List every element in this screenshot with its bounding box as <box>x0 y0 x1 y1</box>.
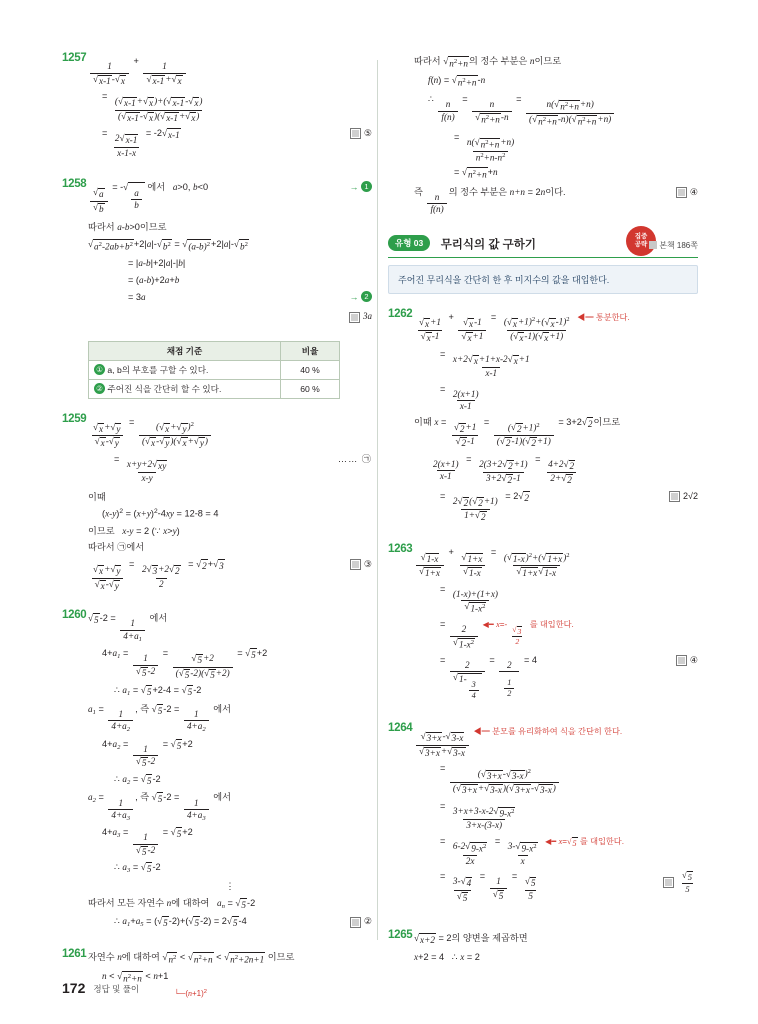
equation-line: = 2 √ 1- $\frac{3}{4}$ = $\frac{2}{\frac{1}{2}}$ = 4 ④ <box>440 654 698 701</box>
problem-number: 1264 <box>388 722 413 735</box>
continuation-block <box>388 52 698 219</box>
answer-value: ③ <box>363 559 372 570</box>
problem-1265 <box>388 929 698 968</box>
equation-line: = √ $n^2+n$ +n <box>414 166 698 182</box>
answer-value: ② <box>363 916 372 927</box>
book-icon <box>649 241 657 249</box>
equation-line: = ( √ 3+x - √ 3-x )$^2$ ( √ 3+x + √ 3-x )( √ 3+x - √ 3-x ) <box>414 762 698 796</box>
equation-line: $(x-y)^2 = (x+y)^2-4xy = 12-8 = 4$ <box>102 508 219 519</box>
problem-body <box>88 178 372 330</box>
table-header-row <box>89 341 340 360</box>
problem-body <box>88 609 372 934</box>
reference-mark: …… ㉠ <box>337 453 372 464</box>
equation-line: = 3+x+3-x-2 √ $9-x^2$ 3+x-(3-x) <box>440 800 515 831</box>
equation-line: √ 5 -2 = $\frac{1}{4+a_1}$ 에서 <box>88 613 168 643</box>
problem-1260 <box>62 609 372 934</box>
note-text: $└─(n+1)^2$ <box>174 989 207 999</box>
footer-label: 정답 및 풀이 <box>93 984 140 994</box>
problem-1263 <box>388 543 698 705</box>
answer-box-icon <box>349 312 360 323</box>
equation-line: = 2 √ $1-x^2$ ◀━ x=- √ 3 2 를 대입한다. <box>440 619 574 650</box>
problem-1262 <box>388 308 698 527</box>
answer-value: 2√2 <box>683 490 698 501</box>
equation-line: 이때 <box>88 491 106 502</box>
note-text: 분모를 유리화하여 식을 간단히 한다. <box>492 727 623 737</box>
rubric-text: a, b의 부호를 구할 수 있다. <box>107 364 209 375</box>
table-row <box>89 360 340 379</box>
equation-line: = $\frac{2(x+1)}{x-1}$ <box>440 383 479 412</box>
rubric-table <box>88 341 340 399</box>
equation-line: 1 √ x-1 - √ x + 1 √ x-1 + √ x <box>88 55 372 87</box>
problem-number: 1257 <box>62 52 87 64</box>
equation-line: $\frac{2(x+1)}{x-1}$ = 2(3+2 √ 2 +1) 3+2 √ 2 -1 = 4+2 √ 2 2+ √ 2 <box>433 453 575 486</box>
rubric-ratio-cell: 40 % <box>281 360 340 379</box>
rubric-ratio-header: 비율 <box>281 341 340 360</box>
equation-line: x+2 = 4 ∴ x = 2 <box>414 952 480 963</box>
equation-line: √ 1-x √ 1+x + √ 1+x √ 1-x = ( √ 1-x )$^2$+( √ 1+x )$^2$ √ 1+x √ 1-x <box>414 546 698 580</box>
step-mark-2: ② <box>94 383 105 394</box>
annotation-note: ◀━ x= √ 5 를 대입한다. <box>545 837 624 846</box>
problem-body <box>414 722 698 907</box>
problem-body <box>414 308 698 527</box>
equation-line: 자연수 n에 대하여 √ $n^2$ < √ $n^2+n$ < √ $n^2+2n+1$ 이므로 <box>88 951 372 967</box>
equation-line: ∴ $a_2$ = √ 5 -2 <box>88 773 372 789</box>
equation-line: = ( √ x-1 + √ x )+( √ x-1 - √ x ) ( √ x-1 - √ x )( √ x-1 + √ x ) <box>102 91 203 123</box>
step-mark-1: ① <box>94 364 105 375</box>
equation-line: ∴ $a_1$ = √ 5 +2-4 = √ 5 -2 <box>88 684 372 700</box>
rubric-text: 주어진 식을 간단히 할 수 있다. <box>107 383 222 394</box>
type-header <box>388 235 698 294</box>
answer-mark <box>350 558 372 572</box>
answer-value: ④ <box>689 654 698 665</box>
problem-number: 1258 <box>62 178 87 191</box>
continuation-body <box>414 52 698 219</box>
rubric-ratio-cell: 60 % <box>281 379 340 398</box>
answer-mark <box>350 915 372 929</box>
type-title: 무리식의 값 구하기 <box>440 238 536 251</box>
equation-line: = 2 √ 2 ( √ 2 +1) 1+ √ 2 = 2 √ 2 2√2 <box>440 490 698 523</box>
equation-line: √ x +1 √ x -1 + √ x -1 √ x +1 = ( √ x +1)$^2$+( √ x -1)$^2$ ( √ x -1)( √ x +1) ◀━ 통분한다. <box>419 311 630 344</box>
problem-body <box>414 543 698 705</box>
equation-line: 즉 $\frac{n}{f(n)}$ 의 정수 부분은 n+n = 2n이다. ④ <box>414 186 698 215</box>
equation-line: ∴ $a_1+a_5$ = ( √ 5 -2)+( √ 5 -2) = 2 √ 5 -4 ② <box>88 915 372 931</box>
equation-line: 따라서 ㉠에서 <box>88 542 145 553</box>
problem-1259 <box>62 413 372 596</box>
problem-1264 <box>388 722 698 907</box>
equation-line: √ x+2 = 2의 양변을 제곱하면 <box>414 932 698 948</box>
page-reference-text: 본책 186쪽 <box>659 240 698 250</box>
note-text: 통분한다. <box>595 312 630 322</box>
equation-line: = x+2 √ x +1+x-2 √ x +1 x-1 <box>440 348 530 379</box>
vertical-dots: ⋮ <box>225 881 235 892</box>
problem-body <box>88 413 372 596</box>
problem-number: 1262 <box>388 307 413 320</box>
page-footer <box>62 980 139 996</box>
equation-line: √ x + √ y √ x - √ y = 2 √ 3 +2 √ 2 2 = √ 2 + √ 3 ③ <box>93 559 372 591</box>
column-divider <box>377 60 378 940</box>
equation-line: = n( √ $n^2+n$ +n) $n^2+n-n^2$ <box>454 131 515 162</box>
problem-number: 1260 <box>62 609 87 622</box>
equation-line: = 6-2 √ $9-x^2$ 2x = 3- √ $9-x^2$ x ◀━ x= √ 5 를 대입한다. <box>440 835 624 866</box>
table-row <box>89 379 340 398</box>
equation-line: 이때 x = √ 2 +1 √ 2 -1 = ( √ 2 +1)$^2$ ( √ 2 -1)( √ 2 +1) = 3+2 √ 2 이므로 <box>414 416 621 449</box>
answer-value: 3a <box>363 311 372 322</box>
problem-body <box>414 929 698 968</box>
equation-line: √ x + √ y √ x - √ y = ( √ x + √ y )$^2$ ( √ x - √ y )( √ x + √ y ) <box>88 416 372 450</box>
type-tag: 유형 03 <box>388 235 430 251</box>
rubric-criteria-cell <box>89 360 281 379</box>
type-rule <box>388 257 698 258</box>
answer-mark <box>676 654 698 668</box>
answer-mark <box>349 310 372 324</box>
page-reference <box>649 240 698 251</box>
equation-line: √ a √ b = - √ $\frac{a}{b}$ 에서 a>0, b<0 → 1 <box>88 181 372 215</box>
answer-box-icon <box>663 877 674 888</box>
answer-box-icon <box>676 655 687 666</box>
problem-number: 1259 <box>62 412 87 425</box>
answer-mark <box>676 186 698 200</box>
equation-line: √ $a^2-2ab+b^2$ +2|a|- √ $b^2$ = √ $(a-b)^2$ +2|a|- √ $b^2$ <box>88 238 372 254</box>
equation-line: $4+a_1$ = 1 √ 5 -2 = √ 5 +2 ( √ 5 -2)( √ 5 +2) = √ 5 +2 <box>102 647 268 680</box>
equation-line: 따라서 모든 자연수 n에 대하여 $a_n$ = √ 5 -2 <box>88 897 372 913</box>
answer-mark <box>669 490 698 504</box>
answer-mark <box>350 127 372 141</box>
rubric-criteria-header: 채점 기준 <box>89 341 281 360</box>
annotation-note: ◀━ 분모를 유리화하여 식을 간단히 한다. <box>473 727 623 737</box>
problem-1258 <box>62 178 372 330</box>
equation-line: ∴ $\frac{n}{f(n)}$ = n √ $n^2+n$ -n = n( √ $n^2+n$ +n) ( √ $n^2+n$ -n)( √ $n^2+n$ +n) <box>414 93 698 128</box>
equation-line: = (1-x)+(1+x) √ $1-x^2$ <box>440 583 498 614</box>
equation-line: = |a-b|+2|a|-|b| <box>128 258 186 269</box>
equation-line: = 3a → 2 <box>88 291 372 305</box>
answer-box-icon <box>350 559 361 570</box>
answer-value: ④ <box>689 186 698 197</box>
page-number: 172 <box>62 980 86 996</box>
right-column <box>388 52 698 977</box>
equation-line: n < √ $n^2+n$ < n+1 <box>88 970 372 986</box>
answer-box-icon <box>669 491 680 502</box>
equation-line: $a_1$ = $\frac{1}{4+a_2}$ , 즉 √ 5 -2 = $\frac{1}{4+a_2}$ 에서 <box>88 703 231 734</box>
equation-line: $a_2$ = $\frac{1}{4+a_3}$ , 즉 √ 5 -2 = $\frac{1}{4+a_3}$ 에서 <box>88 792 231 822</box>
equation-line: √ 3+x - √ 3-x √ 3+x + √ 3-x ◀━ 분모를 유리화하여 식을 간단히 한다. <box>414 725 698 759</box>
equation-line: = 3- √ 4 √ 5 = 1 √ 5 = √ 5 5 √ 5 5 <box>414 870 698 904</box>
annotation-note: ◀━ 통분한다. <box>577 312 630 322</box>
answer-box-icon <box>350 917 361 928</box>
equation-line <box>88 310 372 327</box>
problem-number: 1261 <box>62 948 87 961</box>
equation-line: = x+y+2 √ xy x-y …… ㉠ <box>114 453 372 484</box>
problem-number: 1263 <box>388 542 413 555</box>
equation-line: f(n) = √ $n^2+n$ -n <box>414 74 698 90</box>
problem-number: 1265 <box>388 929 413 942</box>
answer-mark: √ 5 5 <box>663 870 698 894</box>
equation-line: $4+a_3$ = 1 √ 5 -2 = √ 5 +2 <box>102 827 193 857</box>
answer-box-icon <box>676 187 687 198</box>
left-column <box>62 52 372 1013</box>
problem-1257 <box>62 52 372 162</box>
tip-box: 주어진 무리식을 간단히 한 후 미지수의 값을 대입한다. <box>388 265 698 294</box>
equation-line: 따라서 a-b>0이므로 <box>88 222 167 233</box>
problem-body <box>88 52 372 162</box>
rubric-criteria-cell <box>89 379 281 398</box>
equation-line: = (a-b)+2a+b <box>128 274 180 285</box>
answer-box-icon <box>350 128 361 139</box>
equation-line: 따라서 √ $n^2+n$ 의 정수 부분은 n이므로 <box>414 55 698 71</box>
answer-value: ⑤ <box>363 128 372 139</box>
equation-line: $4+a_2$ = 1 √ 5 -2 = √ 5 +2 <box>102 738 193 769</box>
focus-badge: 집중 공략 <box>626 226 656 256</box>
equation-line: 이므로 x-y = 2 (∵ x>y) <box>88 525 180 536</box>
equation-line: ∴ $a_3$ = √ 5 -2 <box>88 861 372 877</box>
equation-line: = 2 √ x-1 x-1-x = -2 √ x-1 ⑤ <box>102 128 372 158</box>
annotation-note: ◀━ x=- √ 3 2 를 대입한다. <box>482 620 574 647</box>
